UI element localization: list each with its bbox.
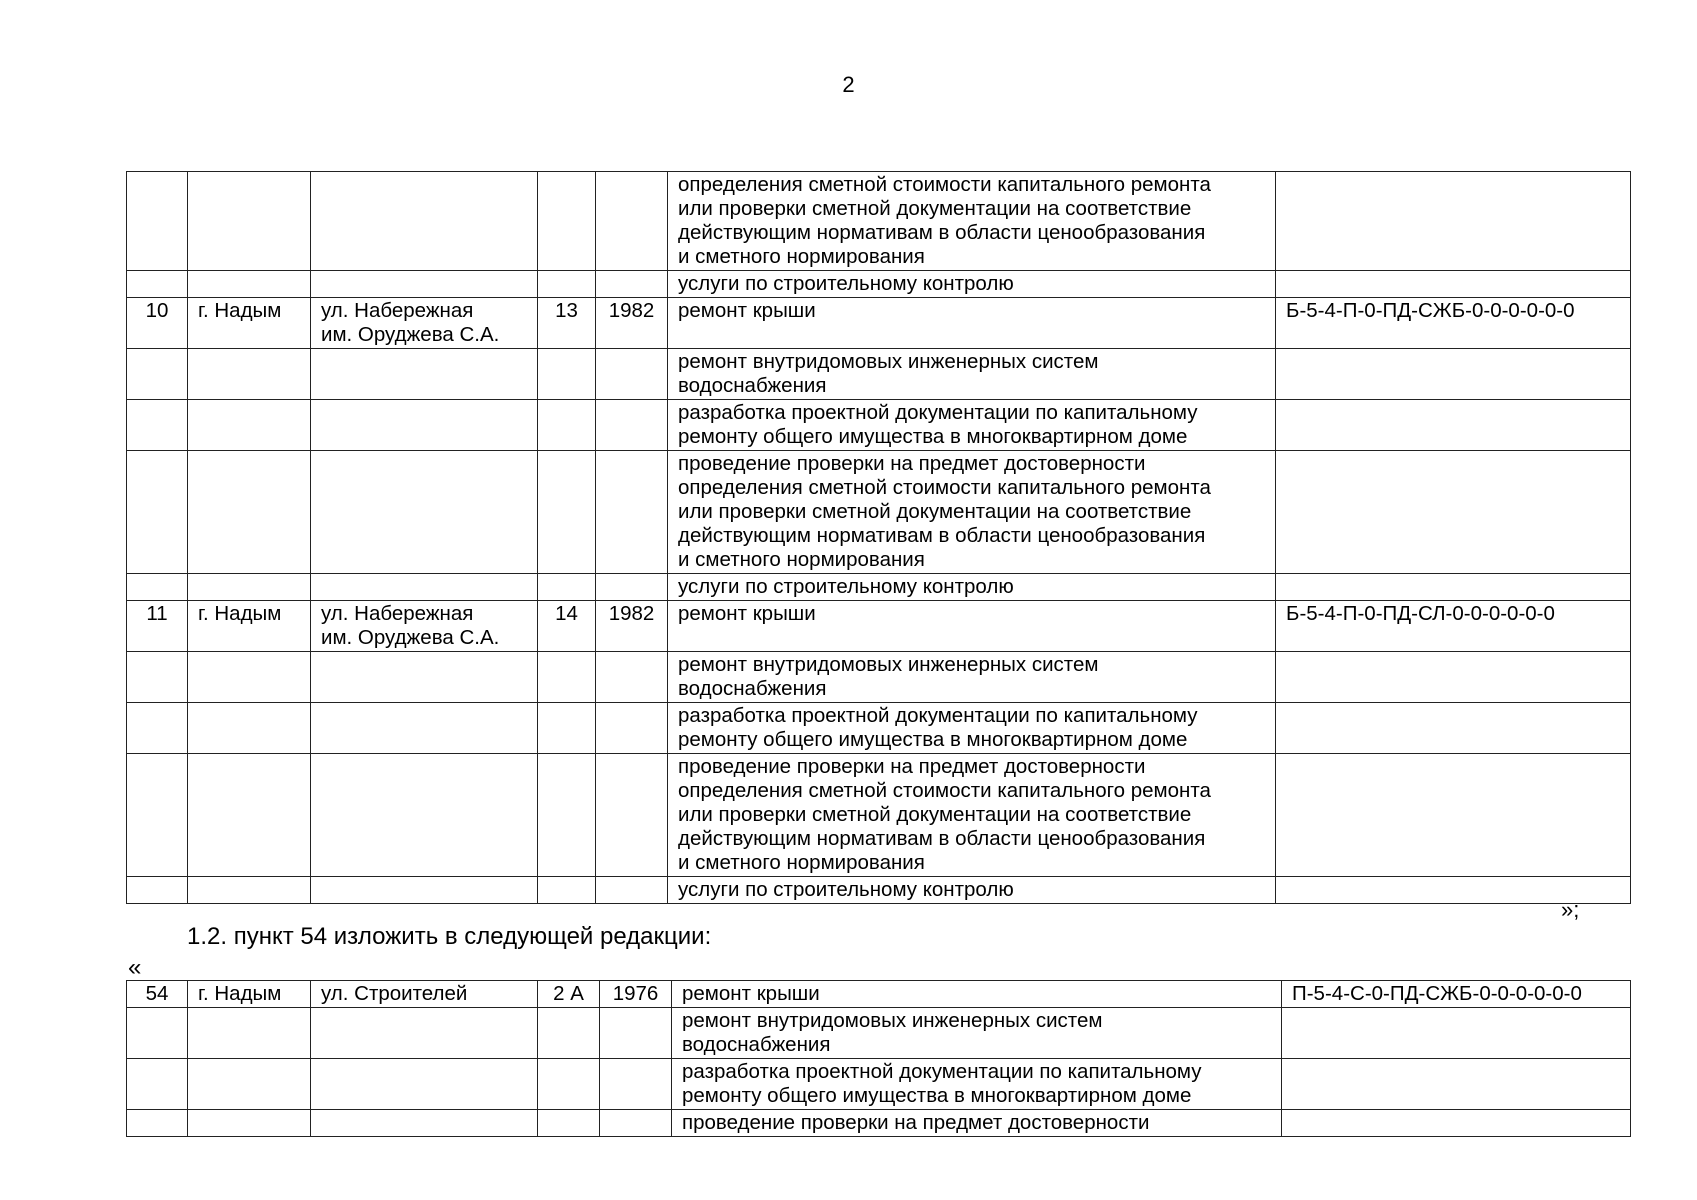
cell-year <box>596 877 668 904</box>
table-row <box>127 652 1631 703</box>
cell-city <box>188 652 311 703</box>
cell-number <box>127 877 188 904</box>
amended-item-table <box>126 980 1631 1137</box>
cell-house <box>538 349 596 400</box>
cell-year: 1982 <box>596 298 668 349</box>
cell-city <box>188 1110 311 1137</box>
table-body <box>127 172 1631 904</box>
cell-code <box>1276 451 1631 574</box>
cell-street <box>311 1008 538 1059</box>
table-body <box>127 981 1631 1137</box>
cell-year <box>596 172 668 271</box>
cell-number <box>127 1110 188 1137</box>
cell-number <box>127 349 188 400</box>
cell-city: г. Надым <box>188 981 311 1008</box>
cell-number <box>127 172 188 271</box>
cell-number <box>127 1008 188 1059</box>
cell-street <box>311 451 538 574</box>
cell-street <box>311 703 538 754</box>
cell-street <box>311 754 538 877</box>
table-row <box>127 1059 1631 1110</box>
table-row <box>127 703 1631 754</box>
cell-code <box>1282 1008 1631 1059</box>
cell-work-type: разработка проектной документации по капитальному ремонту общего имущества в многоквартирном доме <box>672 1059 1282 1110</box>
cell-number <box>127 271 188 298</box>
repair-schedule-table <box>126 171 1631 904</box>
cell-work-type: ремонт крыши <box>672 981 1282 1008</box>
cell-code <box>1276 349 1631 400</box>
cell-house <box>538 451 596 574</box>
cell-street <box>311 1110 538 1137</box>
table-row <box>127 574 1631 601</box>
cell-city <box>188 349 311 400</box>
cell-city <box>188 1059 311 1110</box>
cell-work-type: ремонт внутридомовых инженерных систем водоснабжения <box>672 1008 1282 1059</box>
cell-work-type: услуги по строительному контролю <box>668 877 1276 904</box>
cell-code: П-5-4-С-0-ПД-СЖБ-0-0-0-0-0-0 <box>1282 981 1631 1008</box>
cell-work-type: ремонт крыши <box>668 298 1276 349</box>
cell-house <box>538 652 596 703</box>
cell-number <box>127 754 188 877</box>
table-row <box>127 172 1631 271</box>
table-row <box>127 1008 1631 1059</box>
cell-house <box>538 172 596 271</box>
cell-code <box>1276 703 1631 754</box>
table-row <box>127 981 1631 1008</box>
cell-code <box>1282 1059 1631 1110</box>
cell-number <box>127 652 188 703</box>
cell-city: г. Надым <box>188 298 311 349</box>
cell-number: 10 <box>127 298 188 349</box>
cell-city <box>188 703 311 754</box>
cell-work-type: проведение проверки на предмет достоверности определения сметной стоимости капитального ремонта или проверки сметной документации на соответствие действующим нормативам в области ценообразования и сметного нормирования <box>668 754 1276 877</box>
cell-house <box>538 1059 600 1110</box>
cell-code <box>1276 652 1631 703</box>
cell-street <box>311 877 538 904</box>
cell-number <box>127 574 188 601</box>
cell-house <box>538 754 596 877</box>
cell-house: 2 А <box>538 981 600 1008</box>
table-row <box>127 298 1631 349</box>
cell-code: Б-5-4-П-0-ПД-СЖБ-0-0-0-0-0-0 <box>1276 298 1631 349</box>
cell-year <box>600 1008 672 1059</box>
closing-quote: »; <box>1561 897 1580 922</box>
cell-work-type: услуги по строительному контролю <box>668 271 1276 298</box>
cell-year <box>596 400 668 451</box>
cell-street <box>311 652 538 703</box>
cell-year <box>600 1110 672 1137</box>
opening-quote: « <box>128 954 142 981</box>
cell-work-type: ремонт крыши <box>668 601 1276 652</box>
cell-number <box>127 1059 188 1110</box>
cell-number: 11 <box>127 601 188 652</box>
cell-house <box>538 271 596 298</box>
cell-house: 13 <box>538 298 596 349</box>
cell-city <box>188 451 311 574</box>
cell-work-type: проведение проверки на предмет достоверности определения сметной стоимости капитального ремонта или проверки сметной документации на соответствие действующим нормативам в области ценообразования и сметного нормирования <box>668 451 1276 574</box>
table-row <box>127 271 1631 298</box>
cell-street <box>311 574 538 601</box>
table-row <box>127 451 1631 574</box>
cell-street: ул. Набережная им. Оруджева С.А. <box>311 601 538 652</box>
cell-house: 14 <box>538 601 596 652</box>
cell-street <box>311 1059 538 1110</box>
table-row <box>127 877 1631 904</box>
cell-year <box>596 451 668 574</box>
table-row <box>127 349 1631 400</box>
cell-year <box>596 574 668 601</box>
cell-code: Б-5-4-П-0-ПД-СЛ-0-0-0-0-0-0 <box>1276 601 1631 652</box>
table-row <box>127 601 1631 652</box>
cell-city <box>188 271 311 298</box>
cell-year <box>596 754 668 877</box>
cell-year <box>600 1059 672 1110</box>
cell-house <box>538 400 596 451</box>
table-row <box>127 754 1631 877</box>
cell-city <box>188 400 311 451</box>
cell-number <box>127 451 188 574</box>
cell-house <box>538 1110 600 1137</box>
cell-work-type: ремонт внутридомовых инженерных систем водоснабжения <box>668 349 1276 400</box>
cell-number <box>127 400 188 451</box>
cell-year <box>596 652 668 703</box>
cell-work-type: разработка проектной документации по капитальному ремонту общего имущества в многоквартирном доме <box>668 703 1276 754</box>
cell-house <box>538 877 596 904</box>
cell-street <box>311 349 538 400</box>
cell-city <box>188 574 311 601</box>
cell-street: ул. Строителей <box>311 981 538 1008</box>
table-row <box>127 1110 1631 1137</box>
cell-street <box>311 172 538 271</box>
cell-house <box>538 574 596 601</box>
cell-code <box>1276 400 1631 451</box>
cell-code <box>1276 754 1631 877</box>
cell-work-type: проведение проверки на предмет достоверности <box>672 1110 1282 1137</box>
cell-year <box>596 349 668 400</box>
page-number: 2 <box>842 72 855 97</box>
cell-street <box>311 400 538 451</box>
cell-code <box>1282 1110 1631 1137</box>
cell-city <box>188 1008 311 1059</box>
cell-street: ул. Набережная им. Оруджева С.А. <box>311 298 538 349</box>
cell-year <box>596 703 668 754</box>
amendment-paragraph: 1.2. пункт 54 изложить в следующей редакции: <box>187 923 712 950</box>
table-row <box>127 400 1631 451</box>
cell-street <box>311 271 538 298</box>
cell-code <box>1276 172 1631 271</box>
cell-city <box>188 172 311 271</box>
cell-year: 1982 <box>596 601 668 652</box>
cell-city <box>188 877 311 904</box>
cell-work-type: услуги по строительному контролю <box>668 574 1276 601</box>
cell-number: 54 <box>127 981 188 1008</box>
cell-year <box>596 271 668 298</box>
cell-work-type: определения сметной стоимости капитального ремонта или проверки сметной документации на соответствие действующим нормативам в области ценообразования и сметного нормирования <box>668 172 1276 271</box>
cell-code <box>1276 574 1631 601</box>
cell-house <box>538 1008 600 1059</box>
cell-code <box>1276 271 1631 298</box>
cell-number <box>127 703 188 754</box>
cell-city <box>188 754 311 877</box>
cell-work-type: ремонт внутридомовых инженерных систем водоснабжения <box>668 652 1276 703</box>
cell-year: 1976 <box>600 981 672 1008</box>
cell-city: г. Надым <box>188 601 311 652</box>
cell-work-type: разработка проектной документации по капитальному ремонту общего имущества в многоквартирном доме <box>668 400 1276 451</box>
cell-house <box>538 703 596 754</box>
